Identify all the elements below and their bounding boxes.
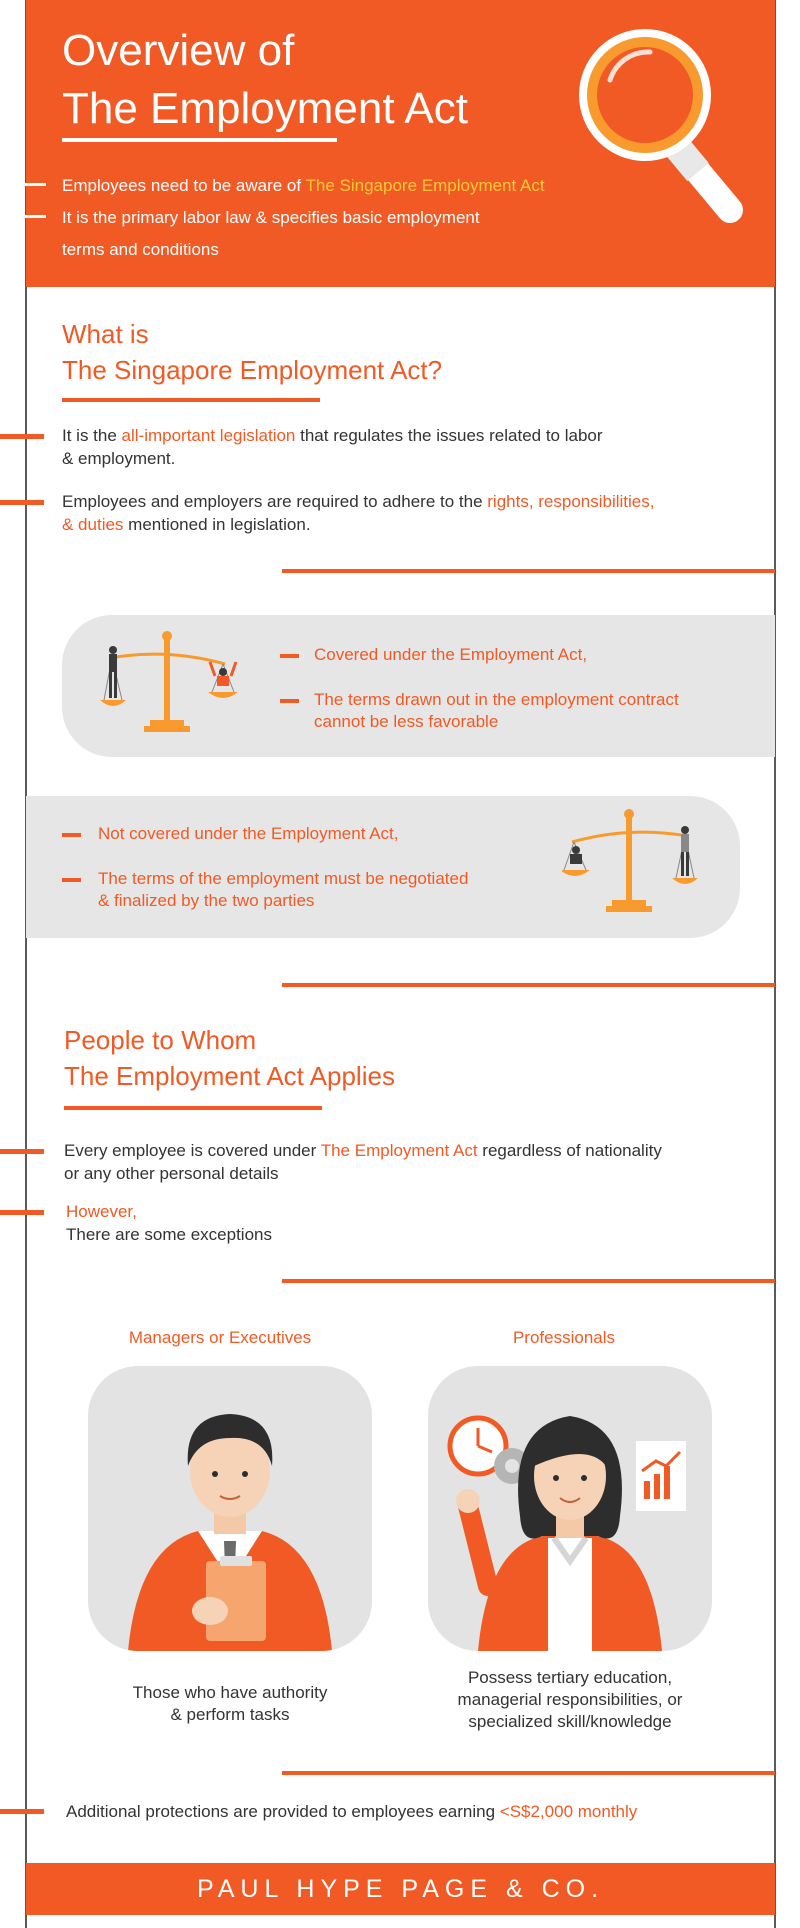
- magnifier-icon: [570, 20, 750, 230]
- page-title: [62, 22, 468, 138]
- managers-title: Managers or Executives: [128, 1328, 312, 1347]
- manager-card: [88, 1366, 372, 1651]
- applies-p1-line-2: or any other personal details: [64, 1164, 279, 1183]
- professionals-caption: [428, 1667, 712, 1733]
- p2-highlight-1: rights, responsibilities,: [487, 492, 655, 511]
- header-line-1: [62, 170, 545, 202]
- bullet-dash: [0, 500, 44, 505]
- professionals-caption-line-3: specialized skill/knowledge: [468, 1712, 672, 1731]
- title-line-1: Overview of: [62, 26, 295, 75]
- professionals-caption-line-1: Possess tertiary education,: [467, 1668, 673, 1687]
- applies-p2-highlight: However,: [66, 1202, 137, 1221]
- bullet-dash: [0, 434, 44, 439]
- title-underline: [62, 138, 337, 142]
- bullet-dash: [0, 1809, 44, 1814]
- section-what-is-underline: [62, 398, 320, 402]
- applies-paragraph-2: [66, 1200, 666, 1246]
- scale-not-covered-icon: [562, 808, 702, 920]
- applies-paragraph-1: [64, 1139, 754, 1185]
- covered-item-1: Covered under the Employment Act,: [314, 645, 588, 664]
- p1-highlight: all-important legislation: [121, 426, 296, 445]
- frame-left-line: [25, 0, 27, 1928]
- not-covered-item-2-line-1: The terms of the employment must be negotiated: [98, 869, 469, 888]
- covered-item-2-line-1: The terms drawn out in the employment contract: [314, 690, 679, 709]
- not-covered-item-2: [98, 868, 468, 912]
- section-divider: [282, 983, 775, 987]
- not-covered-dash-2: [62, 878, 81, 882]
- covered-dash-2: [280, 699, 299, 703]
- section-applies-title-line-1: People to Whom: [64, 1025, 257, 1055]
- managers-caption: [88, 1682, 372, 1726]
- not-covered-dash-1: [62, 833, 81, 837]
- covered-item-2: [314, 689, 679, 733]
- header-line-1-text: Employees need to be aware of: [62, 176, 306, 195]
- p1-suffix: that regulates the issues related to labor: [295, 426, 603, 445]
- bullet-dash: [0, 1149, 44, 1154]
- header-line-1-highlight: The Singapore Employment Act: [305, 176, 545, 195]
- section-divider: [282, 569, 775, 573]
- covered-dash-1: [280, 654, 299, 658]
- covered-item-2-line-2: cannot be less favorable: [314, 712, 499, 731]
- professionals-caption-line-2: managerial responsibilities, or: [457, 1690, 683, 1709]
- frame-right-line: [774, 0, 776, 1928]
- applies-p1-prefix: Every employee is covered under: [64, 1141, 321, 1160]
- scale-covered-icon: [100, 630, 240, 740]
- not-covered-item-2-line-2: & finalized by the two parties: [98, 891, 315, 910]
- manager-illustration: [88, 1366, 372, 1651]
- title-line-2: The Employment Act: [62, 84, 468, 133]
- header-intro: [62, 170, 545, 266]
- additional-protections-note: [66, 1800, 766, 1823]
- header-line-2: It is the primary labor law & specifies basic employment: [62, 208, 480, 227]
- applies-p1-suffix: regardless of nationality: [477, 1141, 662, 1160]
- header-dash-2: [0, 215, 46, 218]
- section-divider: [282, 1279, 775, 1283]
- professional-card: [428, 1366, 712, 1651]
- managers-caption-line-2: & perform tasks: [170, 1705, 290, 1724]
- professionals-title: Professionals: [512, 1328, 616, 1347]
- note-highlight: <S$2,000 monthly: [499, 1802, 638, 1821]
- p1-line-2: & employment.: [62, 449, 176, 468]
- section-applies-title-line-2: The Employment Act Applies: [64, 1061, 395, 1091]
- bullet-dash: [0, 1210, 44, 1215]
- managers-caption-line-1: Those who have authority: [132, 1683, 328, 1702]
- applies-p2-line-2: There are some exceptions: [66, 1225, 272, 1244]
- what-is-paragraph-1: [62, 424, 742, 470]
- section-what-is-title: [62, 316, 442, 388]
- p2-suffix: mentioned in legislation.: [123, 515, 311, 534]
- section-what-is-title-line-1: What is: [62, 319, 149, 349]
- professional-illustration: [428, 1366, 712, 1651]
- p2-highlight-2: & duties: [62, 515, 124, 534]
- header-dash-1: [0, 183, 46, 186]
- footer-brand: PAUL HYPE PAGE & CO.: [26, 1863, 775, 1915]
- p2-prefix: Employees and employers are required to adhere to the: [62, 492, 488, 511]
- what-is-paragraph-2: [62, 490, 762, 536]
- section-what-is-title-line-2: The Singapore Employment Act?: [62, 355, 443, 385]
- not-covered-item-1: Not covered under the Employment Act,: [98, 824, 399, 843]
- note-prefix: Additional protections are provided to employees earning: [66, 1802, 500, 1821]
- p1-prefix: It is the: [62, 426, 122, 445]
- applies-p1-highlight: The Employment Act: [320, 1141, 478, 1160]
- section-applies-title: [64, 1022, 395, 1094]
- section-applies-underline: [64, 1106, 322, 1110]
- section-divider: [282, 1771, 775, 1775]
- header-line-3: terms and conditions: [62, 240, 219, 259]
